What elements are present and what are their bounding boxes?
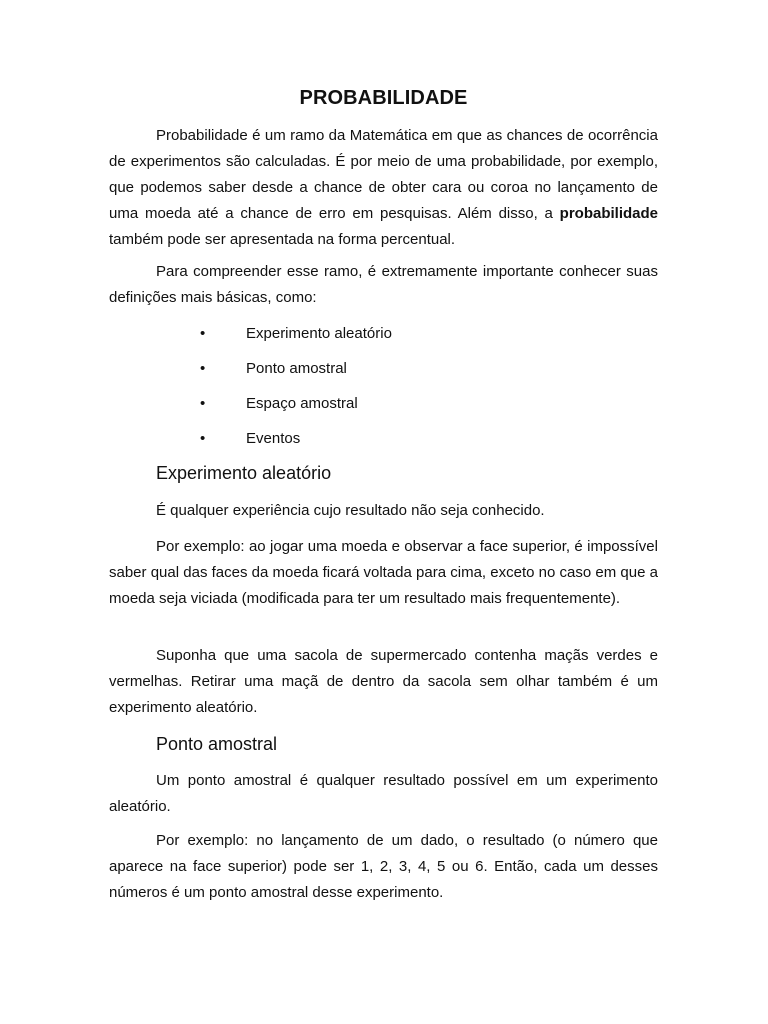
list-item bbox=[109, 395, 658, 430]
bullet-icon: • bbox=[200, 430, 206, 447]
list-item-label: Ponto amostral bbox=[246, 360, 347, 377]
section-heading-ponto-amostral: Ponto amostral bbox=[156, 734, 278, 754]
section2-paragraph-1: Um ponto amostral é qualquer resultado possível em um experimento aleatório. bbox=[109, 772, 658, 815]
section1-paragraph-1: É qualquer experiência cujo resultado não seja conhecido. bbox=[156, 502, 545, 519]
section1-paragraph-3: Suponha que uma sacola de supermercado contenha maçãs verdes e vermelhas. Retirar uma maçã de dentro da sacola sem olhar também é um experimento aleatório. bbox=[109, 647, 658, 716]
page-title: PROBABILIDADE bbox=[299, 87, 468, 109]
list-item bbox=[109, 430, 658, 465]
list-item-label: Espaço amostral bbox=[246, 395, 358, 412]
list-item-label: Eventos bbox=[246, 430, 301, 447]
bullet-icon: • bbox=[200, 395, 206, 412]
definitions-intro-paragraph: Para compreender esse ramo, é extremamente importante conhecer suas definições mais básicas, como: bbox=[109, 263, 658, 306]
section1-paragraph-2: Por exemplo: ao jogar uma moeda e observar a face superior, é impossível saber qual das faces da moeda ficará voltada para cima, exceto no caso em que a moeda seja viciada (modificada para ter um resultado mais frequentemente). bbox=[109, 538, 658, 607]
intro-paragraph bbox=[109, 123, 658, 253]
section2-paragraph-2: Por exemplo: no lançamento de um dado, o resultado (o número que aparece na face superior) pode ser 1, 2, 3, 4, 5 ou 6. Então, cada um desses números é um ponto amostral desse experimento. bbox=[109, 832, 658, 901]
intro-text-part2: também pode ser apresentada na forma percentual. bbox=[109, 231, 456, 248]
section-heading-experimento-aleatorio: Experimento aleatório bbox=[156, 463, 332, 483]
list-item bbox=[109, 360, 658, 395]
bullet-icon: • bbox=[200, 360, 206, 377]
intro-text-part1: Probabilidade é um ramo da Matemática em que as chances de ocorrência de experimentos são calculadas. É por meio de uma probabilidade, por exemplo, que podemos saber desde a chance de obter cara ou coroa no lançamento de uma moeda até a chance de erro em pesquisas. Além disso, a bbox=[109, 127, 658, 222]
list-item bbox=[109, 325, 658, 360]
bullet-icon: • bbox=[200, 325, 206, 342]
intro-bold-term: probabilidade bbox=[559, 205, 658, 222]
list-item-label: Experimento aleatório bbox=[246, 325, 392, 342]
definitions-list bbox=[109, 325, 658, 465]
